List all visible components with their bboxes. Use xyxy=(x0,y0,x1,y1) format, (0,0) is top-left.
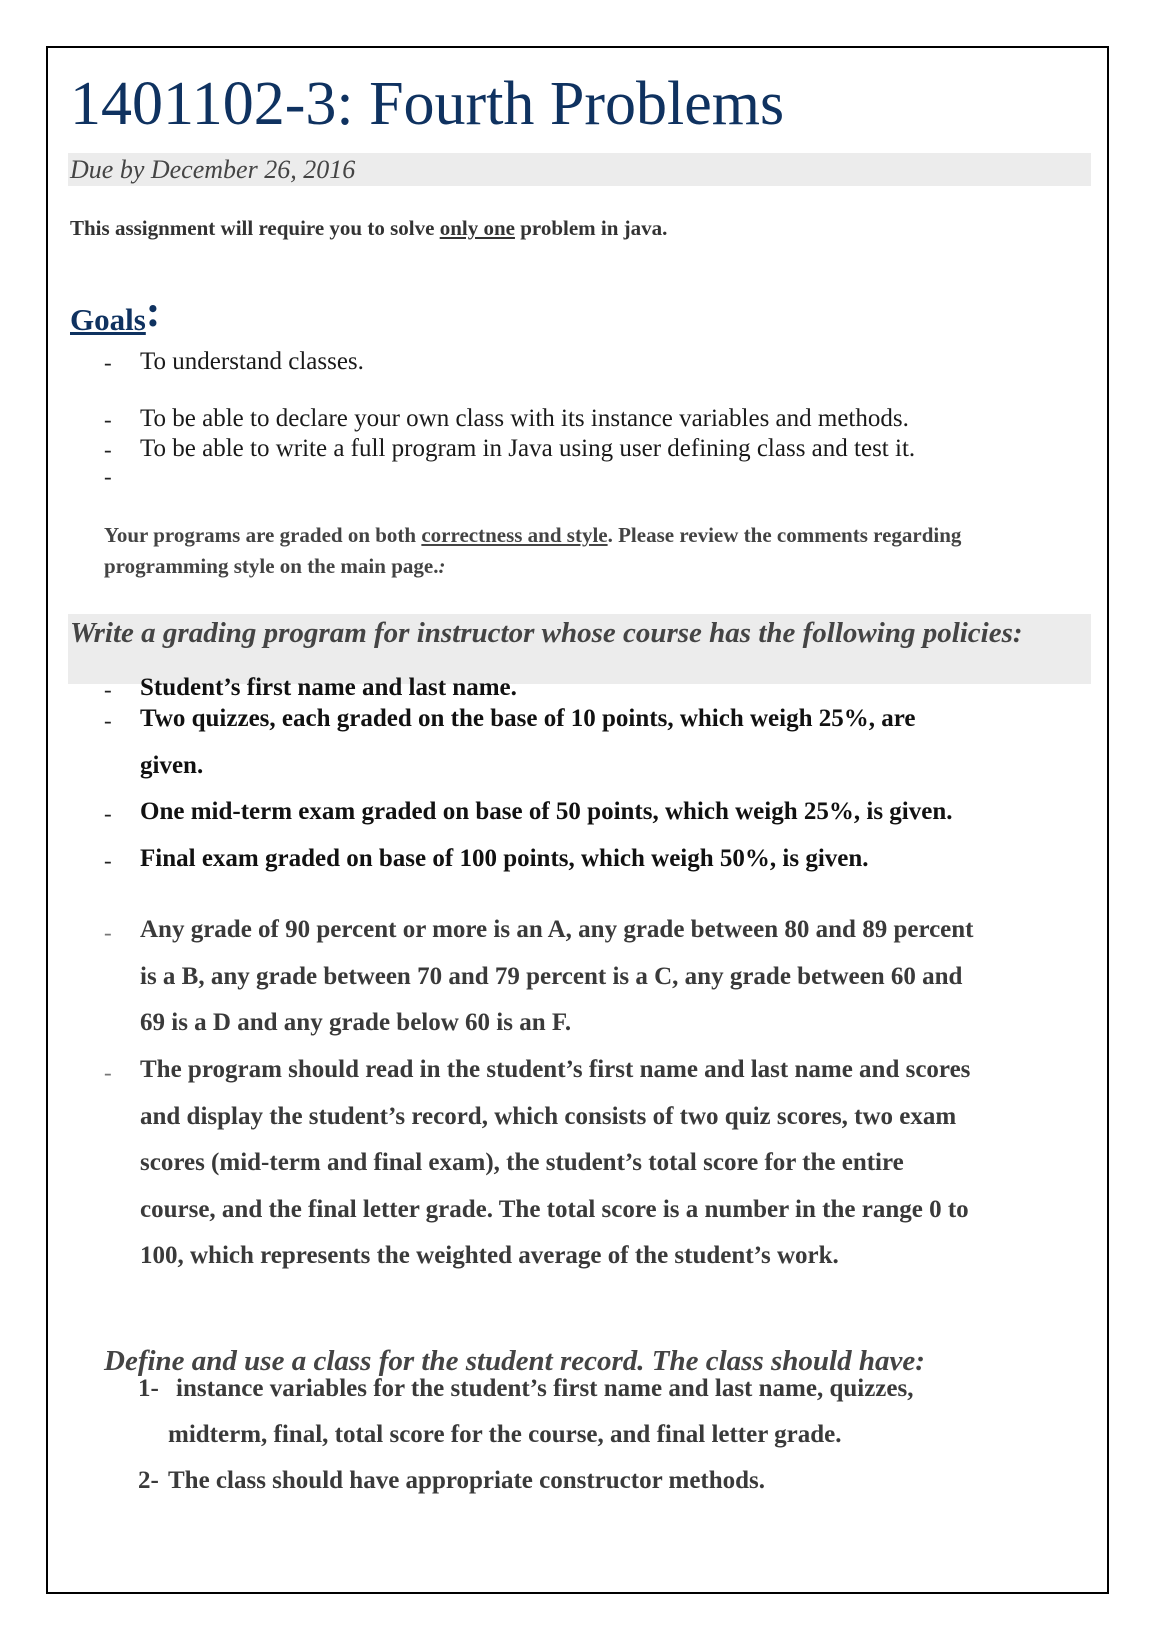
requirement-number: 2- xyxy=(138,1467,159,1494)
grading-line: is a B, any grade between 70 and 79 percent is a C, any grade between 60 and xyxy=(140,963,963,990)
goal-item: To understand classes. xyxy=(140,348,364,375)
list-dash: - xyxy=(104,407,112,432)
list-dash: - xyxy=(104,848,112,873)
grading-line: Any grade of 90 percent or more is an A, any grade between 80 and 89 percent xyxy=(140,916,974,943)
goal-item: To be able to declare your own class with its instance variables and methods. xyxy=(140,405,909,432)
list-dash: - xyxy=(104,677,112,702)
list-dash: - xyxy=(104,708,112,733)
requirement-line: The class should have appropriate constructor methods. xyxy=(168,1467,766,1494)
goal-item: To be able to write a full program in Java using user defining class and test it. xyxy=(140,435,916,462)
grading-note: Your programs are graded on both correctness and style. Please review the comments regarding programming style on the main page.: xyxy=(104,523,962,578)
define-heading: Define and use a class for the student record. The class should have: xyxy=(104,1345,925,1377)
requirement-line: instance variables for the student’s first name and last name, quizzes, xyxy=(176,1375,914,1402)
list-dash: - xyxy=(104,464,112,489)
policy-item: Student’s first name and last name. xyxy=(140,674,517,701)
policy-item: Two quizzes, each graded on the base of 10 points, which weigh 25%, are xyxy=(140,705,916,732)
list-dash: - xyxy=(104,350,112,375)
program-line: and display the student’s record, which consists of two quiz scores, two exam xyxy=(140,1103,957,1130)
program-line: The program should read in the student’s first name and last name and scores xyxy=(140,1056,971,1083)
intro-text: This assignment will require you to solve only one problem in java. xyxy=(70,216,668,240)
list-dash: - xyxy=(104,437,112,462)
due-date: Due by December 26, 2016 xyxy=(68,153,1091,186)
policy-item: Final exam graded on base of 100 points, which weigh 50%, is given. xyxy=(140,845,869,872)
grading-line: 69 is a D and any grade below 60 is an F. xyxy=(140,1009,572,1036)
requirement-line: midterm, final, total score for the course, and final letter grade. xyxy=(168,1421,842,1448)
program-line: 100, which represents the weighted average of the student’s work. xyxy=(140,1242,839,1269)
list-dash: - xyxy=(104,801,112,826)
list-dash: - xyxy=(104,1060,112,1085)
policy-item: One mid-term exam graded on base of 50 points, which weigh 25%, is given. xyxy=(140,798,953,825)
policy-item: given. xyxy=(140,752,204,779)
write-heading: Write a grading program for instructor whose course has the following policies: xyxy=(68,614,1091,684)
page-title: 1401102-3: Fourth Problems xyxy=(70,70,785,138)
goals-heading: Goals: xyxy=(70,287,161,337)
program-line: course, and the final letter grade. The total score is a number in the range 0 to xyxy=(140,1196,969,1223)
list-dash: - xyxy=(104,920,112,945)
program-line: scores (mid-term and final exam), the student’s total score for the entire xyxy=(140,1149,904,1176)
requirement-number: 1- xyxy=(138,1375,159,1402)
